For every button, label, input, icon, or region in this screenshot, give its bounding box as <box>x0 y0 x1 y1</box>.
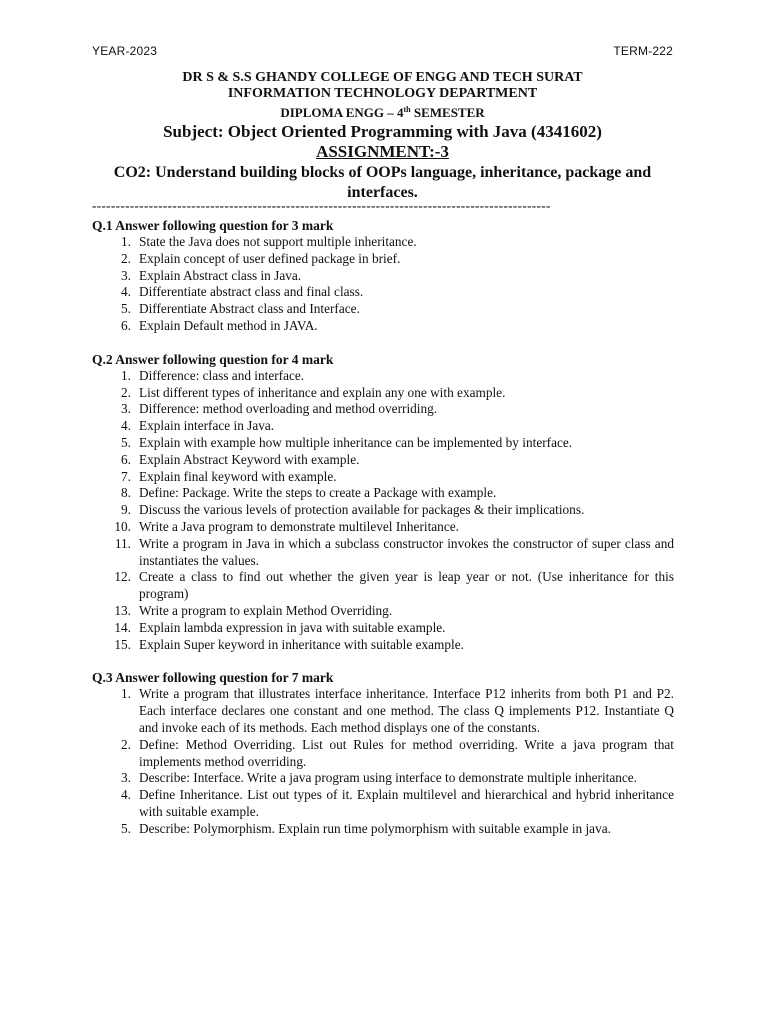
question-text: Difference: method overloading and method overriding. <box>139 401 438 417</box>
question-item <box>92 620 674 637</box>
question-number: 11. <box>114 535 131 551</box>
question-item <box>92 637 674 654</box>
question-item <box>92 268 674 285</box>
question-number: 4. <box>121 418 131 434</box>
question-text: Write a Java program to demonstrate multilevel Inheritance. <box>139 518 459 534</box>
question-text: Describe: Polymorphism. Explain run time polymorphism with suitable example in java. <box>139 820 611 836</box>
question-item <box>92 469 674 486</box>
question-number: 5. <box>121 820 131 836</box>
college-name: DR S & S.S GHANDY COLLEGE OF ENGG AND TECH SURAT <box>182 70 583 85</box>
question-section <box>92 217 674 335</box>
question-item <box>92 569 674 603</box>
question-item <box>92 603 674 620</box>
question-text: Define: Package. Write the steps to create a Package with example. <box>139 485 497 501</box>
question-item <box>92 401 674 418</box>
question-item <box>92 787 674 821</box>
question-sections <box>92 217 674 854</box>
question-number: 2. <box>121 250 131 266</box>
question-text: Write a program in Java in which a subclass constructor invokes the constructor of super class and instantiates the values. <box>139 535 674 568</box>
question-text: Explain final keyword with example. <box>139 468 337 484</box>
question-item <box>92 452 674 469</box>
question-number: 1. <box>121 367 131 383</box>
semester-suffix: SEMESTER <box>410 105 485 120</box>
question-text: Explain Default method in JAVA. <box>139 317 318 333</box>
question-number: 5. <box>121 434 131 450</box>
question-section <box>92 669 674 837</box>
question-item <box>92 536 674 570</box>
subject-line: Subject: Object Oriented Programming with Java (4341602) <box>163 122 602 141</box>
question-list <box>92 234 674 335</box>
question-text: Explain interface in Java. <box>139 418 275 434</box>
question-number: 13. <box>114 602 131 618</box>
section-heading: Q.3 Answer following question for 7 mark <box>92 670 334 686</box>
question-text: Explain with example how multiple inheritance can be implemented by interface. <box>139 434 573 450</box>
question-number: 7. <box>121 468 131 484</box>
question-item <box>92 251 674 268</box>
question-text: Write a program that illustrates interface inheritance. Interface P12 inherits from both P1 and P2. Each interface declares one constant and one method. The class Q implements P12. Instantiate Q and invoke each of its methods. Each method displays one of the constants. <box>139 686 674 735</box>
question-number: 4. <box>121 284 131 300</box>
question-item <box>92 519 674 536</box>
question-text: Explain Super keyword in inheritance with suitable example. <box>139 636 464 652</box>
question-text: Differentiate Abstract class and Interface. <box>139 301 360 317</box>
question-text: Explain concept of user defined package in brief. <box>139 250 401 266</box>
question-number: 4. <box>121 787 131 803</box>
question-number: 3. <box>121 770 131 786</box>
assignment-title: ASSIGNMENT:-3 <box>316 142 449 161</box>
dashed-divider: ------------------------------------------------------------------------------------------------- <box>92 199 551 213</box>
question-text: Difference: class and interface. <box>139 367 305 383</box>
question-text: Explain Abstract Keyword with example. <box>139 451 360 467</box>
question-text: Discuss the various levels of protection available for packages & their implications. <box>139 502 585 518</box>
question-item <box>92 502 674 519</box>
question-number: 3. <box>121 401 131 417</box>
question-number: 2. <box>121 384 131 400</box>
question-number: 6. <box>121 451 131 467</box>
question-item <box>92 234 674 251</box>
running-header <box>92 44 673 58</box>
question-item <box>92 821 674 838</box>
section-heading: Q.2 Answer following question for 4 mark <box>92 351 334 367</box>
question-text: State the Java does not support multiple inheritance. <box>139 234 417 249</box>
question-item <box>92 318 674 335</box>
question-text: Write a program to explain Method Overriding. <box>139 602 393 618</box>
question-text: Define Inheritance. List out types of it. Explain multilevel and hierarchical and hybrid inheritance with suitable example. <box>139 787 674 819</box>
question-text: Describe: Interface. Write a java program using interface to demonstrate multiple inheritance. <box>139 770 638 786</box>
question-number: 3. <box>121 267 131 283</box>
question-item <box>92 435 674 452</box>
question-number: 10. <box>114 518 131 534</box>
question-text: Differentiate abstract class and final class. <box>139 284 364 300</box>
question-item <box>92 770 674 787</box>
question-item <box>92 368 674 385</box>
question-number: 12. <box>114 569 131 585</box>
term-label: TERM-222 <box>613 44 673 58</box>
question-text: Explain Abstract class in Java. <box>139 267 302 283</box>
question-number: 6. <box>121 317 131 333</box>
question-list <box>92 686 674 837</box>
question-number: 15. <box>114 636 131 652</box>
question-number: 8. <box>121 485 131 501</box>
semester-line <box>92 102 673 121</box>
question-text: List different types of inheritance and explain any one with example. <box>139 384 506 400</box>
question-number: 2. <box>121 736 131 752</box>
question-item <box>92 284 674 301</box>
question-item <box>92 485 674 502</box>
question-number: 1. <box>121 234 131 249</box>
semester-prefix: DIPLOMA ENGG – 4 <box>280 105 404 120</box>
question-text: Create a class to find out whether the given year is leap year or not. (Use inheritance for this program) <box>139 569 674 602</box>
question-item <box>92 385 674 402</box>
course-outcome: CO2: Understand building blocks of OOPs language, inheritance, package and interfaces. <box>113 164 652 201</box>
question-item <box>92 686 674 736</box>
question-item <box>92 301 674 318</box>
question-item <box>92 737 674 771</box>
question-number: 5. <box>121 301 131 317</box>
question-section <box>92 351 674 654</box>
department-name: INFORMATION TECHNOLOGY DEPARTMENT <box>227 86 538 101</box>
question-list <box>92 368 674 654</box>
question-number: 14. <box>114 619 131 635</box>
question-text: Define: Method Overriding. List out Rules for method overriding. Write a java program that implements method overriding. <box>139 736 674 769</box>
semester-superscript: th <box>403 105 411 114</box>
question-item <box>92 418 674 435</box>
year-label: YEAR-2023 <box>92 44 158 58</box>
question-text: Explain lambda expression in java with suitable example. <box>139 619 446 635</box>
title-block <box>92 70 673 203</box>
question-number: 1. <box>121 686 131 702</box>
question-number: 9. <box>121 502 131 518</box>
section-heading: Q.1 Answer following question for 3 mark <box>92 218 334 233</box>
